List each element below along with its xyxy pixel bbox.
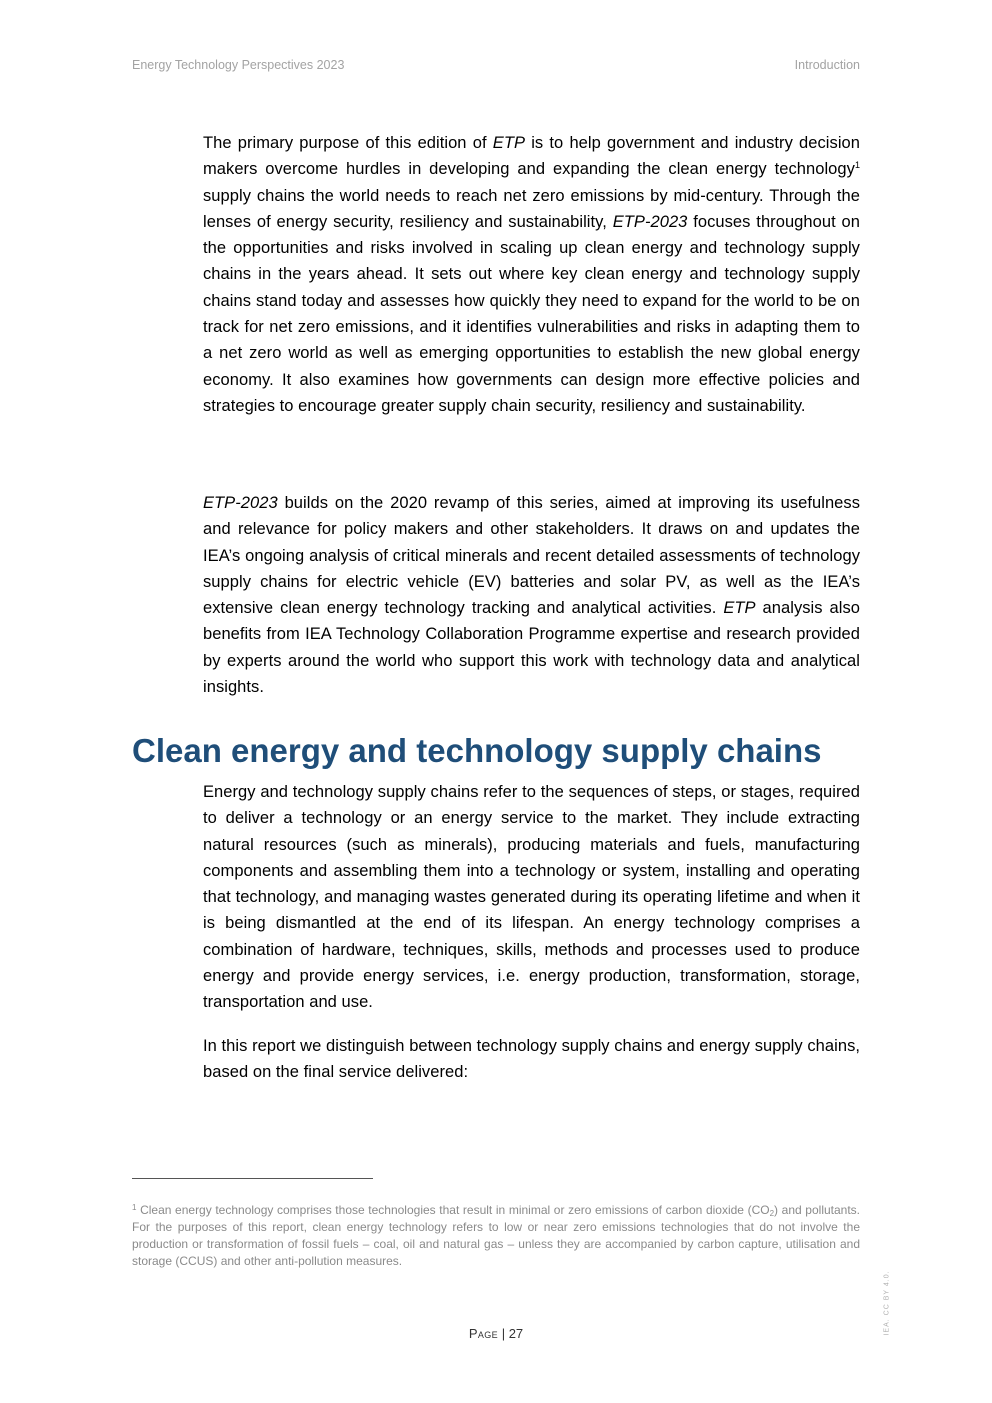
page-label: Page xyxy=(468,1326,499,1341)
running-header-title: Energy Technology Perspectives 2023 xyxy=(132,58,345,72)
footnote xyxy=(132,1202,860,1270)
text-run: supply chains the world needs to reach net zero emissions by mid-century. Through the lenses of energy security, resiliency and sustainability, xyxy=(203,186,860,231)
body-paragraph-2 xyxy=(203,490,860,700)
page-number xyxy=(0,1326,992,1341)
footnote-marker: 1 xyxy=(132,1203,137,1212)
text-run: Clean energy technology comprises those technologies that result in minimal or zero emissions of carbon dioxide (CO xyxy=(136,1203,770,1217)
italic-run: ETP-2023 xyxy=(612,212,688,231)
text-run: ) and pollutants. For the purposes of this report, clean energy technology refers to low or near zero emissions technologies that do not involve the production or transformation of fossil fuels – coal, oil and natural gas – unless they are accompanied by carbon capture, utilisation and storage (CCUS) and other anti-pollution measures. xyxy=(132,1203,861,1268)
text-run: builds on the 2020 revamp of this series, aimed at improving its usefulness and relevance for policy makers and other stakeholders. It draws on and updates the IEA’s ongoing analysis of critical minerals and recent detailed assessments of technology supply chains for electric vehicle (EV) batteries and solar PV, as well as the IEA’s extensive clean energy technology tracking and analytical activities. xyxy=(203,494,860,618)
page-separator: | xyxy=(498,1326,509,1341)
body-paragraph-3: Energy and technology supply chains refer to the sequences of steps, or stages, required to deliver a technology or an energy service to the market. They include extracting natural resources (such as minerals), producing materials and fuels, manufacturing components and assembling them into a technology or system, installing and operating that technology, and managing wastes generated during its operating lifetime and when it is being dismantled at the end of its lifespan. An energy technology comprises a combination of hardware, techniques, skills, methods and processes used to produce energy and provide energy services, i.e. energy production, transformation, storage, transportation and use. xyxy=(203,783,860,1012)
text-run: The primary purpose of this edition of xyxy=(203,134,493,152)
license-text: IEA. CC BY 4.0. xyxy=(883,1270,891,1336)
subscript: 2 xyxy=(769,1209,775,1218)
italic-run: ETP-2023 xyxy=(203,494,278,512)
body-paragraph-1 xyxy=(203,130,860,419)
running-header-section: Introduction xyxy=(794,58,860,72)
footnote-separator xyxy=(132,1178,373,1179)
italic-run: ETP xyxy=(723,599,756,618)
section-heading: Clean energy and technology supply chains xyxy=(132,732,822,769)
body-paragraph-4: In this report we distinguish between technology supply chains and energy supply chains, based on the final service delivered: xyxy=(203,1037,860,1082)
text-run: analysis also benefits from IEA Technology Collaboration Programme expertise and research provided by experts around the world who support this work with technology data and analytical insights. xyxy=(203,599,861,697)
italic-run: ETP xyxy=(492,134,526,152)
footnote-ref: 1 xyxy=(854,160,860,171)
page-number-value: 27 xyxy=(508,1326,524,1341)
license-notice xyxy=(880,1272,894,1334)
text-run: is to help government and industry decision makers overcome hurdles in developing and expanding the clean energy technology xyxy=(203,134,860,179)
text-run: focuses throughout on the opportunities and risks involved in scaling up clean energy and technology supply chains in the years ahead. It sets out where key clean energy and technology supply chains stand today and assesses how quickly they need to expand for the world to be on track for net zero emissions, and it identifies vulnerabilities and risks in adapting them to a net zero world as well as emerging opportunities to establish the new global energy economy. It also examines how governments can design more effective policies and strategies to encourage greater supply chain security, resiliency and sustainability. xyxy=(203,212,861,415)
